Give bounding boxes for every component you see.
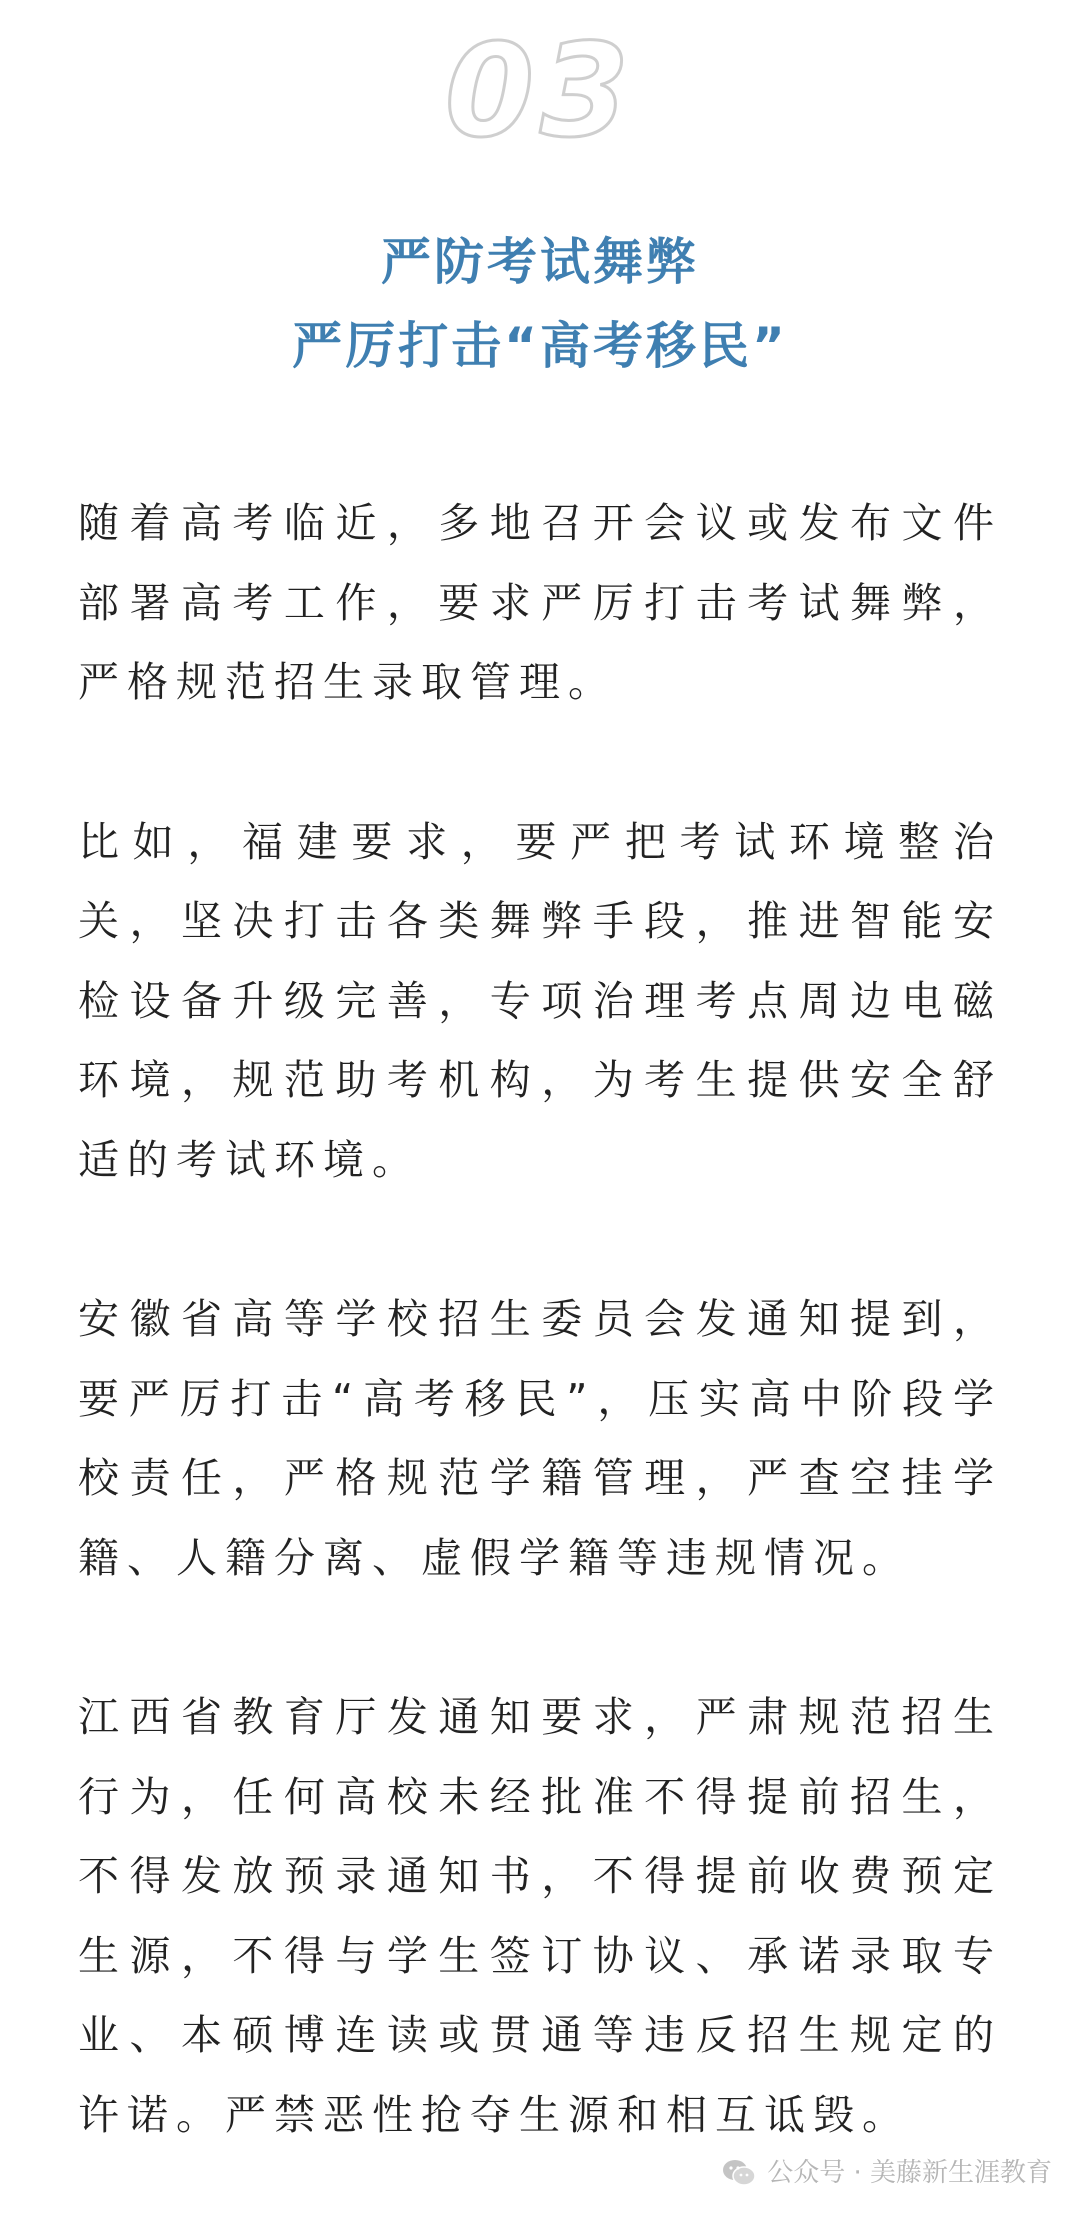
watermark-text: 公众号 · 美藤新生涯教育: [767, 2158, 1052, 2188]
paragraph-intro: 随着高考临近，多地召开会议或发布文件部署高考工作，要求严厉打击考试舞弊，严格规范招生录取管理。: [78, 499, 1002, 706]
article-title: [0, 220, 1080, 388]
paragraph-anhui: 安徽省高等学校招生委员会发通知提到，要严厉打击“高考移民”，压实高中阶段学校责任，严格规范学籍管理，严查空挂学籍、人籍分离、虚假学籍等违规情况。: [78, 1295, 1002, 1582]
title-line-2: 严厉打击“高考移民”: [292, 317, 788, 375]
paragraph-jiangxi: 江西省教育厅发通知要求，严肃规范招生行为，任何高校未经批准不得提前招生，不得发放预录通知书，不得提前收费预定生源，不得与学生签订协议、承诺录取专业、本硕博连读或贯通等违反招生规定的许诺。严禁恶性抢夺生源和相互诋毁。: [78, 1693, 1002, 2139]
section-number: 03: [444, 17, 636, 166]
wechat-icon: [721, 2158, 757, 2188]
article-body: [78, 484, 1002, 2235]
paragraph-fujian: 比如，福建要求，要严把考试环境整治关，坚决打击各类舞弊手段，推进智能安检设备升级完善，专项治理考点周边电磁环境，规范助考机构，为考生提供安全舒适的考试环境。: [78, 817, 1002, 1184]
watermark: [721, 2158, 1052, 2188]
title-line-1: 严防考试舞弊: [381, 233, 699, 291]
